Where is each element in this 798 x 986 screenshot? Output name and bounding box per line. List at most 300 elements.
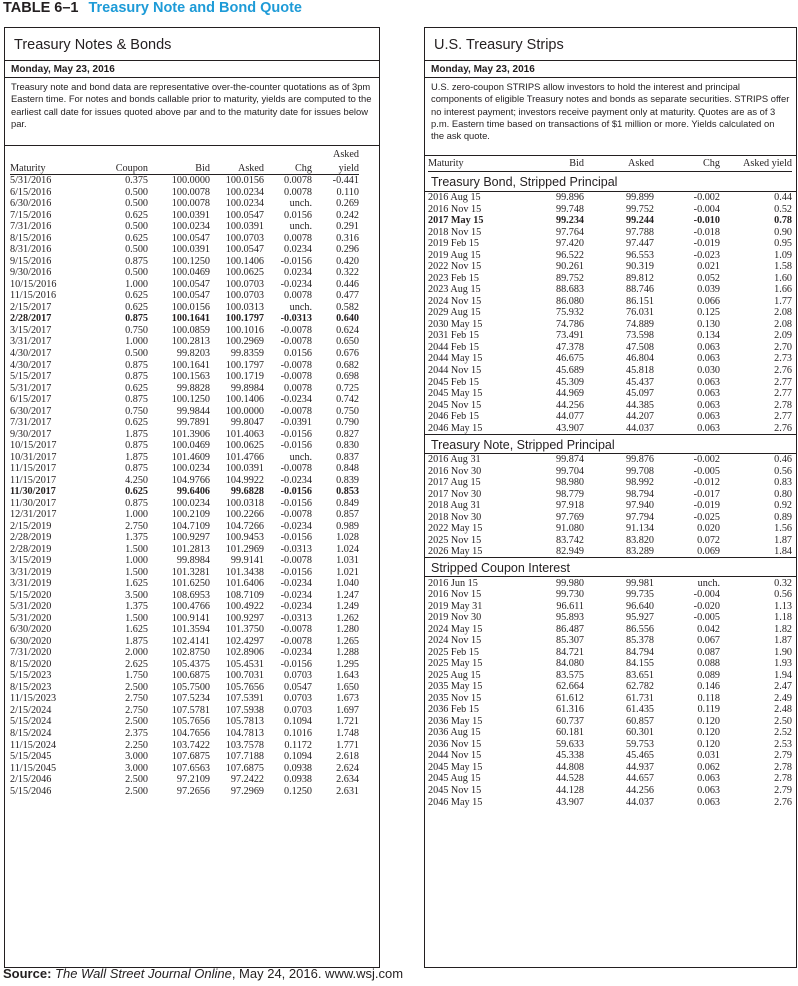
table-cell: 107.5391 (225, 693, 264, 705)
table-row (10, 509, 359, 521)
table-row (10, 555, 359, 567)
table-cell: 96.640 (625, 600, 654, 612)
table-cell: 0.92 (774, 500, 792, 512)
table-cell: -0.441 (332, 175, 359, 187)
table-cell: 2018 Aug 31 (428, 500, 481, 512)
strips-section-table (428, 577, 792, 807)
table-cell: 0.031 (697, 750, 720, 762)
col-header-maturity: Maturity (10, 160, 92, 175)
table-cell: 83.651 (625, 669, 654, 681)
table-row (10, 336, 359, 348)
table-row (10, 175, 359, 187)
table-cell: 2017 Nov 30 (428, 488, 482, 500)
table-cell: 0.0078 (283, 382, 312, 394)
table-cell: 97.2422 (230, 774, 264, 786)
table-row (10, 716, 359, 728)
table-cell: 100.0078 (171, 198, 210, 210)
table-cell: 0.063 (697, 399, 720, 411)
table-cell: 0.296 (336, 244, 359, 256)
table-cell: 101.3281 (171, 566, 210, 578)
table-cell: 1.625 (125, 624, 148, 636)
table-row (10, 762, 359, 774)
table-cell: 97.420 (555, 238, 584, 250)
table-cell: 3/15/2017 (10, 324, 52, 336)
table-cell: 2035 May 15 (428, 681, 483, 693)
table-cell: 10/15/2016 (10, 278, 57, 290)
table-cell: -0.0078 (280, 624, 312, 636)
table-cell: 97.447 (625, 238, 654, 250)
strips-header-table (428, 156, 792, 172)
table-cell: 1.13 (774, 600, 792, 612)
table-cell: -0.0156 (280, 486, 312, 498)
table-cell: 100.0234 (171, 497, 210, 509)
table-cell: 0.500 (125, 347, 148, 359)
table-caption: Treasury Note and Bond Quote (88, 0, 302, 16)
table-cell: 100.0547 (225, 244, 264, 256)
table-cell: 100.0703 (225, 290, 264, 302)
table-cell: 0.848 (336, 463, 359, 475)
table-row (428, 704, 792, 716)
table-row (10, 670, 359, 682)
table-cell: 10/15/2017 (10, 440, 57, 452)
table-cell: 7/31/2017 (10, 417, 52, 429)
table-cell: 0.0156 (283, 209, 312, 221)
table-cell: 0.52 (774, 203, 792, 215)
table-cell: 99.9844 (176, 405, 210, 417)
table-row (428, 577, 792, 589)
table-cell: 99.981 (625, 577, 654, 589)
table-cell: 2.000 (125, 647, 148, 659)
table-cell: 100.0469 (171, 440, 210, 452)
table-row (10, 451, 359, 463)
table-cell: 0.063 (697, 388, 720, 400)
table-cell: 45.097 (625, 388, 654, 400)
table-cell: 0.134 (697, 330, 720, 342)
table-cell: 1.000 (125, 509, 148, 521)
table-cell: 100.0547 (171, 278, 210, 290)
table-cell: 105.4375 (171, 658, 210, 670)
table-cell: 2029 Aug 15 (428, 307, 481, 319)
table-row (428, 192, 792, 204)
table-cell: 0.062 (697, 761, 720, 773)
table-row (10, 233, 359, 245)
table-cell: 1.721 (336, 716, 359, 728)
table-cell: 0.742 (336, 394, 359, 406)
table-cell: 101.3594 (171, 624, 210, 636)
table-cell: 2.78 (774, 761, 792, 773)
table-row (428, 762, 792, 774)
table-cell: 0.849 (336, 497, 359, 509)
table-cell: 2.500 (125, 681, 148, 693)
table-cell: 45.437 (625, 376, 654, 388)
table-cell: 2036 Aug 15 (428, 727, 481, 739)
table-cell: 0.063 (697, 376, 720, 388)
table-cell: 2019 Nov 30 (428, 612, 482, 624)
table-cell: 0.0156 (283, 347, 312, 359)
table-row (428, 215, 792, 227)
table-cell: 3.000 (125, 751, 148, 763)
table-cell: 2045 Nov 15 (428, 785, 482, 796)
table-cell: 45.309 (555, 376, 584, 388)
table-cell: 1.84 (774, 546, 792, 558)
table-cell: 0.063 (697, 411, 720, 423)
table-row (10, 567, 359, 579)
table-cell: 1.66 (774, 284, 792, 296)
table-cell: 2.76 (774, 422, 792, 434)
table-cell: 108.6953 (171, 589, 210, 601)
col-header-asked-yield: Asked yield (720, 156, 792, 172)
table-cell: 61.435 (625, 704, 654, 716)
table-cell: 99.704 (555, 465, 584, 477)
table-cell: 0.830 (336, 440, 359, 452)
table-row (428, 681, 792, 693)
table-cell: -0.0078 (280, 635, 312, 647)
panel-note: U.S. zero-coupon STRIPS allow investors to hold the interest and principal components of eligible Treasury notes and bonds as separate securities. STRIPS offer no interest payment; investors receive payment only at maturity. Quotes are as of 3 p.m. Eastern time based on transactions of $1 million or more. Yields calculated on the ask quote. (425, 78, 796, 156)
table-row (428, 647, 792, 659)
table-cell: 1.82 (774, 623, 792, 635)
table-row (10, 705, 359, 717)
table-cell: 102.8750 (171, 647, 210, 659)
table-cell: 1.697 (336, 704, 359, 716)
table-cell: 0.063 (697, 422, 720, 434)
table-cell: 2.09 (774, 330, 792, 342)
table-cell: 83.742 (555, 534, 584, 546)
section-title: Treasury Bond, Stripped Principal (425, 172, 796, 192)
table-cell: 11/15/2016 (10, 290, 57, 302)
table-cell: 6/30/2020 (10, 624, 52, 636)
table-cell: -0.0156 (280, 566, 312, 578)
table-cell: 0.0938 (283, 774, 312, 786)
table-cell: 97.940 (625, 500, 654, 512)
table-cell: 2.47 (774, 681, 792, 693)
table-cell: 45.818 (625, 364, 654, 376)
table-cell: -0.0078 (280, 336, 312, 348)
table-cell: 101.3750 (225, 624, 264, 636)
table-cell: 4.250 (125, 474, 148, 486)
table-cell: 0.420 (336, 255, 359, 267)
col-header-bid: Bid (518, 156, 584, 172)
table-cell: 1.18 (774, 612, 792, 624)
table-cell: 1.09 (774, 249, 792, 261)
panel-heading: Treasury Notes & Bonds (5, 28, 379, 61)
table-cell: 1.90 (774, 646, 792, 658)
table-row (10, 474, 359, 486)
table-cell: 99.244 (625, 215, 654, 227)
table-cell: -0.012 (693, 477, 720, 489)
table-cell: 7/31/2016 (10, 221, 52, 233)
table-cell: 2022 May 15 (428, 523, 483, 535)
table-cell: 2045 Nov 15 (428, 399, 482, 411)
table-cell: 62.664 (555, 681, 584, 693)
source-publication: The Wall Street Journal Online (55, 966, 232, 981)
table-cell: 2035 Nov 15 (428, 692, 482, 704)
table-cell: 2044 Feb 15 (428, 341, 479, 353)
table-cell: 2/28/2019 (10, 543, 52, 555)
table-row (10, 486, 359, 498)
table-cell: 100.0078 (171, 186, 210, 198)
table-cell: 1.375 (125, 532, 148, 544)
table-cell: 2016 Nov 15 (428, 203, 482, 215)
table-cell: 0.316 (336, 232, 359, 244)
table-cell: 2019 Aug 15 (428, 249, 481, 261)
table-cell: 44.657 (625, 773, 654, 785)
table-cell: -0.010 (693, 215, 720, 227)
table-cell: 62.782 (625, 681, 654, 693)
table-cell: 98.980 (555, 477, 584, 489)
table-cell: 0.063 (697, 353, 720, 365)
table-cell: 2017 Aug 15 (428, 477, 481, 489)
table-cell: 99.748 (555, 203, 584, 215)
table-cell: 1.673 (336, 693, 359, 705)
table-cell: 99.8047 (230, 417, 264, 429)
table-cell: 0.582 (336, 301, 359, 313)
table-cell: 0.56 (774, 589, 792, 601)
table-row (428, 785, 792, 797)
table-cell: 0.0938 (283, 762, 312, 774)
table-cell: 44.077 (555, 411, 584, 423)
table-cell: 2036 Nov 15 (428, 738, 482, 750)
table-cell: -0.004 (693, 203, 720, 215)
table-cell: 9/30/2017 (10, 428, 52, 440)
table-cell: 0.066 (697, 295, 720, 307)
col-header-asked: Asked (584, 156, 654, 172)
table-cell: 44.969 (555, 388, 584, 400)
table-cell: 11/15/2023 (10, 693, 57, 705)
table-cell: 3/31/2019 (10, 578, 52, 590)
table-cell: 100.2109 (171, 509, 210, 521)
table-cell: 96.522 (555, 249, 584, 261)
table-row (428, 465, 792, 477)
table-row (10, 578, 359, 590)
table-cell: 104.7656 (171, 728, 210, 739)
table-cell: -0.002 (693, 192, 720, 204)
table-cell: 100.0234 (225, 186, 264, 198)
col-header-bid: Bid (148, 160, 210, 175)
table-cell: 1.000 (125, 336, 148, 348)
table-cell: 86.080 (555, 295, 584, 307)
table-cell: 1.748 (336, 728, 359, 739)
table-cell: 99.8984 (176, 555, 210, 567)
table-cell: 101.3438 (225, 566, 264, 578)
table-cell: 0.500 (125, 221, 148, 233)
table-cell: 2/15/2019 (10, 520, 52, 532)
table-cell: 46.675 (555, 353, 584, 365)
table-cell: 0.625 (125, 232, 148, 244)
table-cell: 100.1250 (171, 255, 210, 267)
table-cell: 3/15/2019 (10, 555, 52, 567)
table-cell: 105.7656 (225, 681, 264, 693)
table-cell: 86.487 (555, 623, 584, 635)
table-cell: 2023 Feb 15 (428, 272, 479, 284)
table-row (10, 325, 359, 337)
table-cell: 100.0000 (225, 405, 264, 417)
section-title: Treasury Note, Stripped Principal (425, 434, 796, 454)
table-cell: 101.2813 (171, 543, 210, 555)
table-cell: 59.753 (625, 738, 654, 750)
table-cell: 6/30/2020 (10, 635, 52, 647)
table-cell: 86.151 (625, 295, 654, 307)
table-cell: 0.750 (125, 405, 148, 417)
table-cell: 8/31/2016 (10, 244, 52, 256)
table-cell: 0.500 (125, 244, 148, 256)
table-cell: 0.650 (336, 336, 359, 348)
table-cell: 1.93 (774, 658, 792, 670)
table-cell: 0.021 (697, 261, 720, 273)
table-cell: -0.0078 (280, 405, 312, 417)
table-cell: 1.87 (774, 534, 792, 546)
panel-date: Monday, May 23, 2016 (425, 61, 796, 78)
table-cell: 0.322 (336, 267, 359, 279)
table-row (10, 624, 359, 636)
table-cell: 1.650 (336, 681, 359, 693)
table-cell: 1.028 (336, 532, 359, 544)
table-cell: 107.6875 (225, 762, 264, 774)
table-cell: 0.750 (125, 324, 148, 336)
table-cell: 100.9141 (171, 612, 210, 624)
table-cell: 2044 Nov 15 (428, 364, 482, 376)
table-cell: -0.0234 (280, 589, 312, 601)
table-cell: 100.0391 (225, 221, 264, 233)
table-cell: 100.2813 (171, 336, 210, 348)
table-row (428, 454, 792, 466)
table-cell: 2.79 (774, 750, 792, 762)
table-row (10, 382, 359, 394)
table-cell: 2031 Feb 15 (428, 330, 479, 342)
table-cell: -0.0078 (280, 509, 312, 521)
table-cell: -0.0313 (280, 313, 312, 325)
table-row (10, 497, 359, 509)
table-row (10, 659, 359, 671)
table-cell: 2046 May 15 (428, 796, 483, 808)
table-cell: 0.120 (697, 727, 720, 739)
table-cell: 0.837 (336, 451, 359, 463)
table-cell: 0.020 (697, 523, 720, 535)
table-row (428, 261, 792, 273)
table-cell: 100.0234 (171, 463, 210, 475)
table-cell: 1.875 (125, 635, 148, 647)
table-row (10, 371, 359, 383)
table-cell: 2025 Feb 15 (428, 646, 479, 658)
table-row (10, 440, 359, 452)
table-cell: 0.853 (336, 486, 359, 498)
table-cell: 0.875 (125, 313, 148, 325)
table-cell: 98.779 (555, 488, 584, 500)
table-cell: 2045 Aug 15 (428, 773, 481, 785)
table-cell: 6/15/2016 (10, 186, 52, 198)
table-cell: 2/28/2017 (10, 313, 52, 325)
notes-bonds-table (10, 146, 359, 797)
table-cell: 44.037 (625, 796, 654, 808)
table-cell: unch. (289, 301, 312, 313)
table-cell: -0.0078 (280, 463, 312, 475)
table-cell: 1.60 (774, 272, 792, 284)
table-cell: 100.1797 (225, 359, 264, 371)
table-cell: 2023 Aug 15 (428, 284, 481, 296)
table-cell: 99.234 (555, 215, 584, 227)
table-cell: 0.625 (125, 290, 148, 302)
table-cell: 44.207 (625, 411, 654, 423)
table-cell: 2016 Nov 30 (428, 465, 482, 477)
table-cell: 11/15/2024 (10, 739, 57, 751)
strips-section-table (428, 454, 792, 558)
table-cell: 2016 Jun 15 (428, 577, 478, 589)
table-cell: 2.08 (774, 318, 792, 330)
table-cell: 0.067 (697, 635, 720, 647)
table-cell: 45.338 (555, 750, 584, 762)
table-cell: 97.2109 (176, 774, 210, 786)
table-cell: -0.005 (693, 465, 720, 477)
table-cell: 1.771 (336, 739, 359, 751)
table-cell: 96.553 (625, 249, 654, 261)
table-row (10, 417, 359, 429)
col-header-coupon: Coupon (92, 160, 148, 175)
table-cell: 0.46 (774, 454, 792, 466)
table-cell: -0.019 (693, 238, 720, 250)
table-cell: 0.625 (125, 209, 148, 221)
table-cell: 102.8906 (225, 647, 264, 659)
col-header-chg: Chg (654, 156, 720, 172)
table-cell: 0.146 (697, 681, 720, 693)
table-cell: 104.9766 (171, 474, 210, 486)
table-cell: 99.708 (625, 465, 654, 477)
table-cell: 0.500 (125, 267, 148, 279)
table-cell: 0.1016 (283, 728, 312, 739)
table-cell: 2.73 (774, 353, 792, 365)
table-row (428, 658, 792, 670)
table-cell: 2025 Aug 15 (428, 669, 481, 681)
table-cell: 2.500 (125, 785, 148, 797)
table-cell: -0.0234 (280, 278, 312, 290)
table-cell: 0.1094 (283, 716, 312, 728)
table-cell: 2.78 (774, 773, 792, 785)
table-cell: 7/15/2016 (10, 209, 52, 221)
table-cell: 0.446 (336, 278, 359, 290)
table-cell: 2045 May 15 (428, 388, 483, 400)
table-row (428, 353, 792, 365)
table-cell: 5/15/2024 (10, 716, 52, 728)
table-cell: -0.0234 (280, 474, 312, 486)
table-row (428, 204, 792, 216)
table-cell: 0.1172 (284, 739, 312, 751)
table-cell: 1.249 (336, 601, 359, 613)
table-cell: 2.631 (336, 785, 359, 797)
table-cell: 74.889 (625, 318, 654, 330)
table-cell: 2.77 (774, 411, 792, 423)
table-row (10, 785, 359, 797)
table-cell: 73.598 (625, 330, 654, 342)
table-cell: 0.989 (336, 520, 359, 532)
table-cell: 1.56 (774, 523, 792, 535)
table-cell: 60.857 (625, 715, 654, 727)
table-cell: 97.764 (555, 226, 584, 238)
table-cell: 1.625 (125, 578, 148, 590)
table-cell: 0.44 (774, 192, 792, 204)
table-cell: 100.1406 (225, 255, 264, 267)
table-cell: 103.7422 (171, 739, 210, 751)
table-cell: 107.6563 (171, 762, 210, 774)
table-cell: 99.6406 (176, 486, 210, 498)
table-cell: 83.289 (625, 546, 654, 558)
table-cell: 101.4766 (225, 451, 264, 463)
table-cell: 0.269 (336, 198, 359, 210)
table-cell: 0.0703 (283, 670, 312, 682)
table-cell: 100.0625 (225, 440, 264, 452)
table-cell: 99.8828 (176, 382, 210, 394)
table-cell: 101.6406 (225, 578, 264, 590)
table-cell: 0.624 (336, 324, 359, 336)
table-cell: 100.1016 (225, 324, 264, 336)
table-cell: 0.063 (697, 785, 720, 796)
